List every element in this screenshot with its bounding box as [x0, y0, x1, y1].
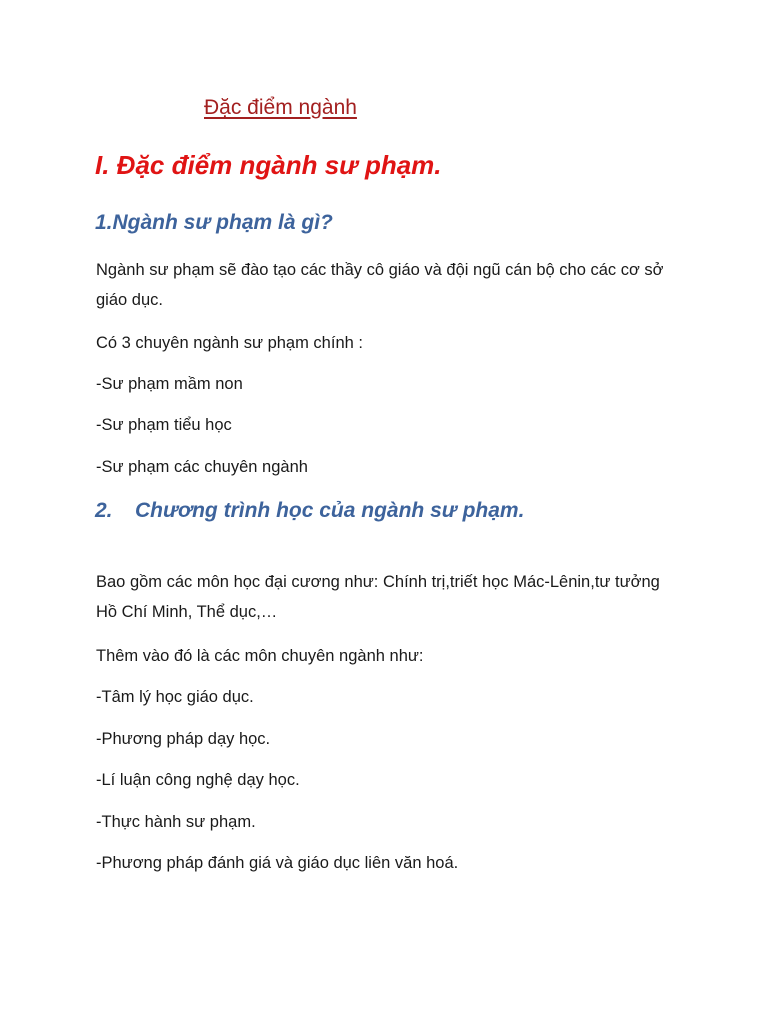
section-1-list-item: -Sư phạm mầm non [96, 375, 243, 393]
section-1-intro: Có 3 chuyên ngành sư phạm chính : [96, 334, 363, 352]
section-1-list-item: -Sư phạm tiểu học [96, 416, 232, 434]
section-2-list-item: -Lí luận công nghệ dạy học. [96, 771, 300, 789]
document-title: Đặc điểm ngành [204, 96, 357, 119]
section-2-paragraph: Bao gồm các môn học đại cương như: Chính trị,triết học Mác-Lênin,tư tưởng Hồ Chí Minh, Thể dục,… [96, 573, 660, 621]
section-2-list-item: -Tâm lý học giáo dục. [96, 688, 254, 706]
section-1-heading: 1.Ngành sư phạm là gì? [95, 211, 333, 234]
heading-1: I. Đặc điểm ngành sư phạm. [95, 150, 442, 180]
section-1-paragraph: Ngành sư phạm sẽ đào tạo các thầy cô giáo và đội ngũ cán bộ cho các cơ sở giáo dục. [96, 261, 664, 309]
section-2-list-item: -Phương pháp dạy học. [96, 730, 271, 748]
section-2-heading [95, 499, 524, 523]
section-2-number: 2. [95, 499, 113, 522]
section-2-list-item: -Thực hành sư phạm. [96, 813, 256, 831]
section-2-intro: Thêm vào đó là các môn chuyên ngành như: [96, 647, 424, 665]
section-1-list-item: -Sư phạm các chuyên ngành [96, 458, 308, 476]
section-2-heading-text: Chương trình học của ngành sư phạm. [135, 499, 525, 522]
section-2-list-item: -Phương pháp đánh giá và giáo dục liên văn hoá. [96, 854, 459, 872]
